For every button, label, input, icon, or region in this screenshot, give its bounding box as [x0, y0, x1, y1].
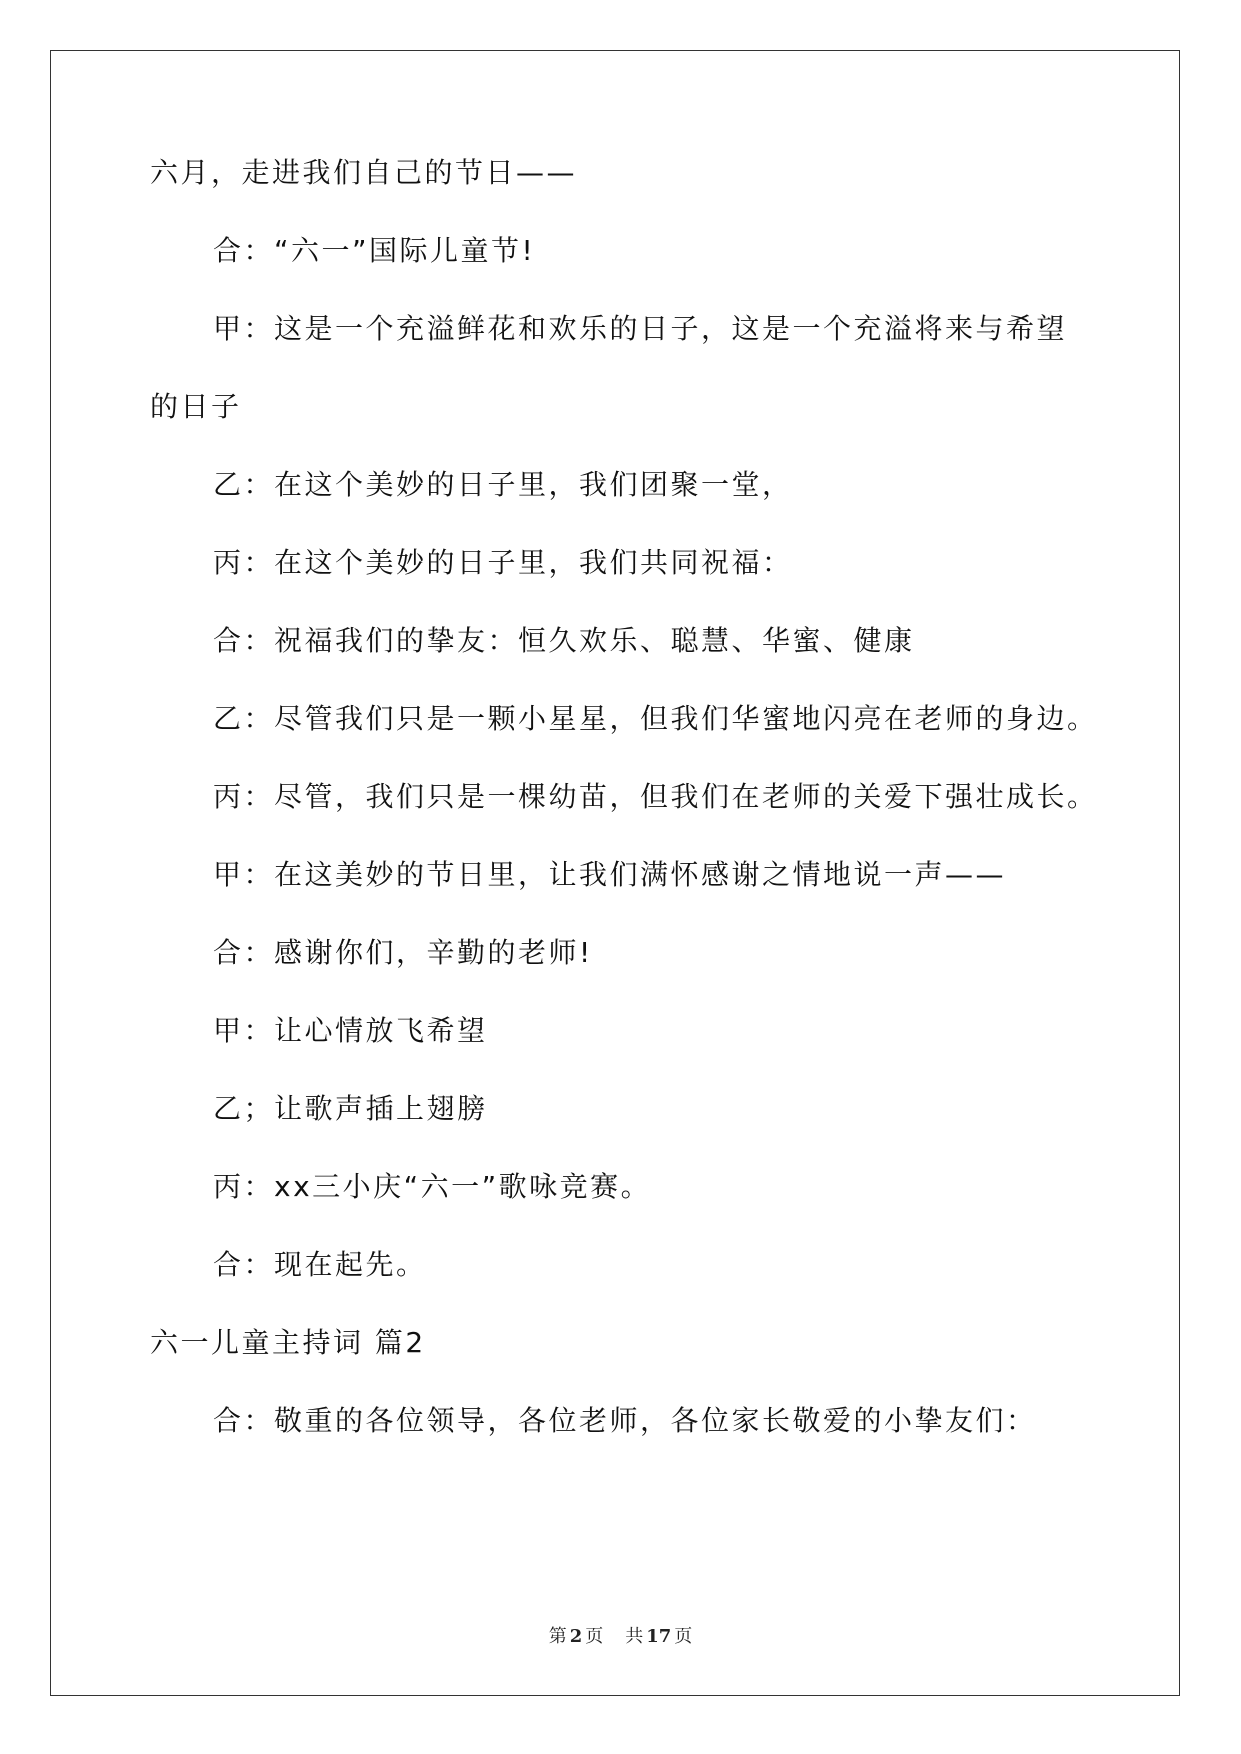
- text-line: 乙；让歌声插上翅膀: [213, 1092, 488, 1125]
- text-line: 的日子: [150, 390, 242, 423]
- text-line: 乙：尽管我们只是一颗小星星，但我们华蜜地闪亮在老师的身边。: [213, 702, 1098, 735]
- total-pages: 17: [646, 1626, 672, 1647]
- text-line: 甲：在这美妙的节日里，让我们满怀感谢之情地说一声——: [213, 858, 1007, 891]
- text-line: 丙：xx三小庆“六一”歌咏竞赛。: [213, 1170, 652, 1203]
- text-line: 合：现在起先。: [213, 1248, 427, 1281]
- page-number: 2: [569, 1626, 583, 1647]
- text-line: 合：祝福我们的挚友：恒久欢乐、聪慧、华蜜、健康: [213, 624, 915, 657]
- page-suffix: 页: [585, 1626, 604, 1647]
- text-line: 六月，走进我们自己的节日——: [150, 156, 578, 189]
- text-line: 甲：这是一个充溢鲜花和欢乐的日子，这是一个充溢将来与希望: [213, 312, 1068, 345]
- page-footer: [0, 1622, 1241, 1648]
- text-line: 合：感谢你们，辛勤的老师!: [213, 936, 593, 969]
- text-line: 合：“六一”国际儿童节!: [213, 234, 536, 267]
- total-suffix: 页: [674, 1626, 693, 1647]
- text-line: 丙：在这个美妙的日子里，我们共同祝福：: [213, 546, 793, 579]
- text-line: 合：敬重的各位领导，各位老师，各位家长敬爱的小挚友们：: [213, 1404, 1037, 1437]
- text-line: 丙：尽管，我们只是一棵幼苗，但我们在老师的关爱下强壮成长。: [213, 780, 1098, 813]
- total-prefix: 共: [625, 1626, 644, 1647]
- section-heading: 六一儿童主持词 篇2: [150, 1326, 426, 1359]
- text-line: 乙：在这个美妙的日子里，我们团聚一堂，: [213, 468, 793, 501]
- page-prefix: 第: [548, 1626, 567, 1647]
- text-line: 甲：让心情放飞希望: [213, 1014, 488, 1047]
